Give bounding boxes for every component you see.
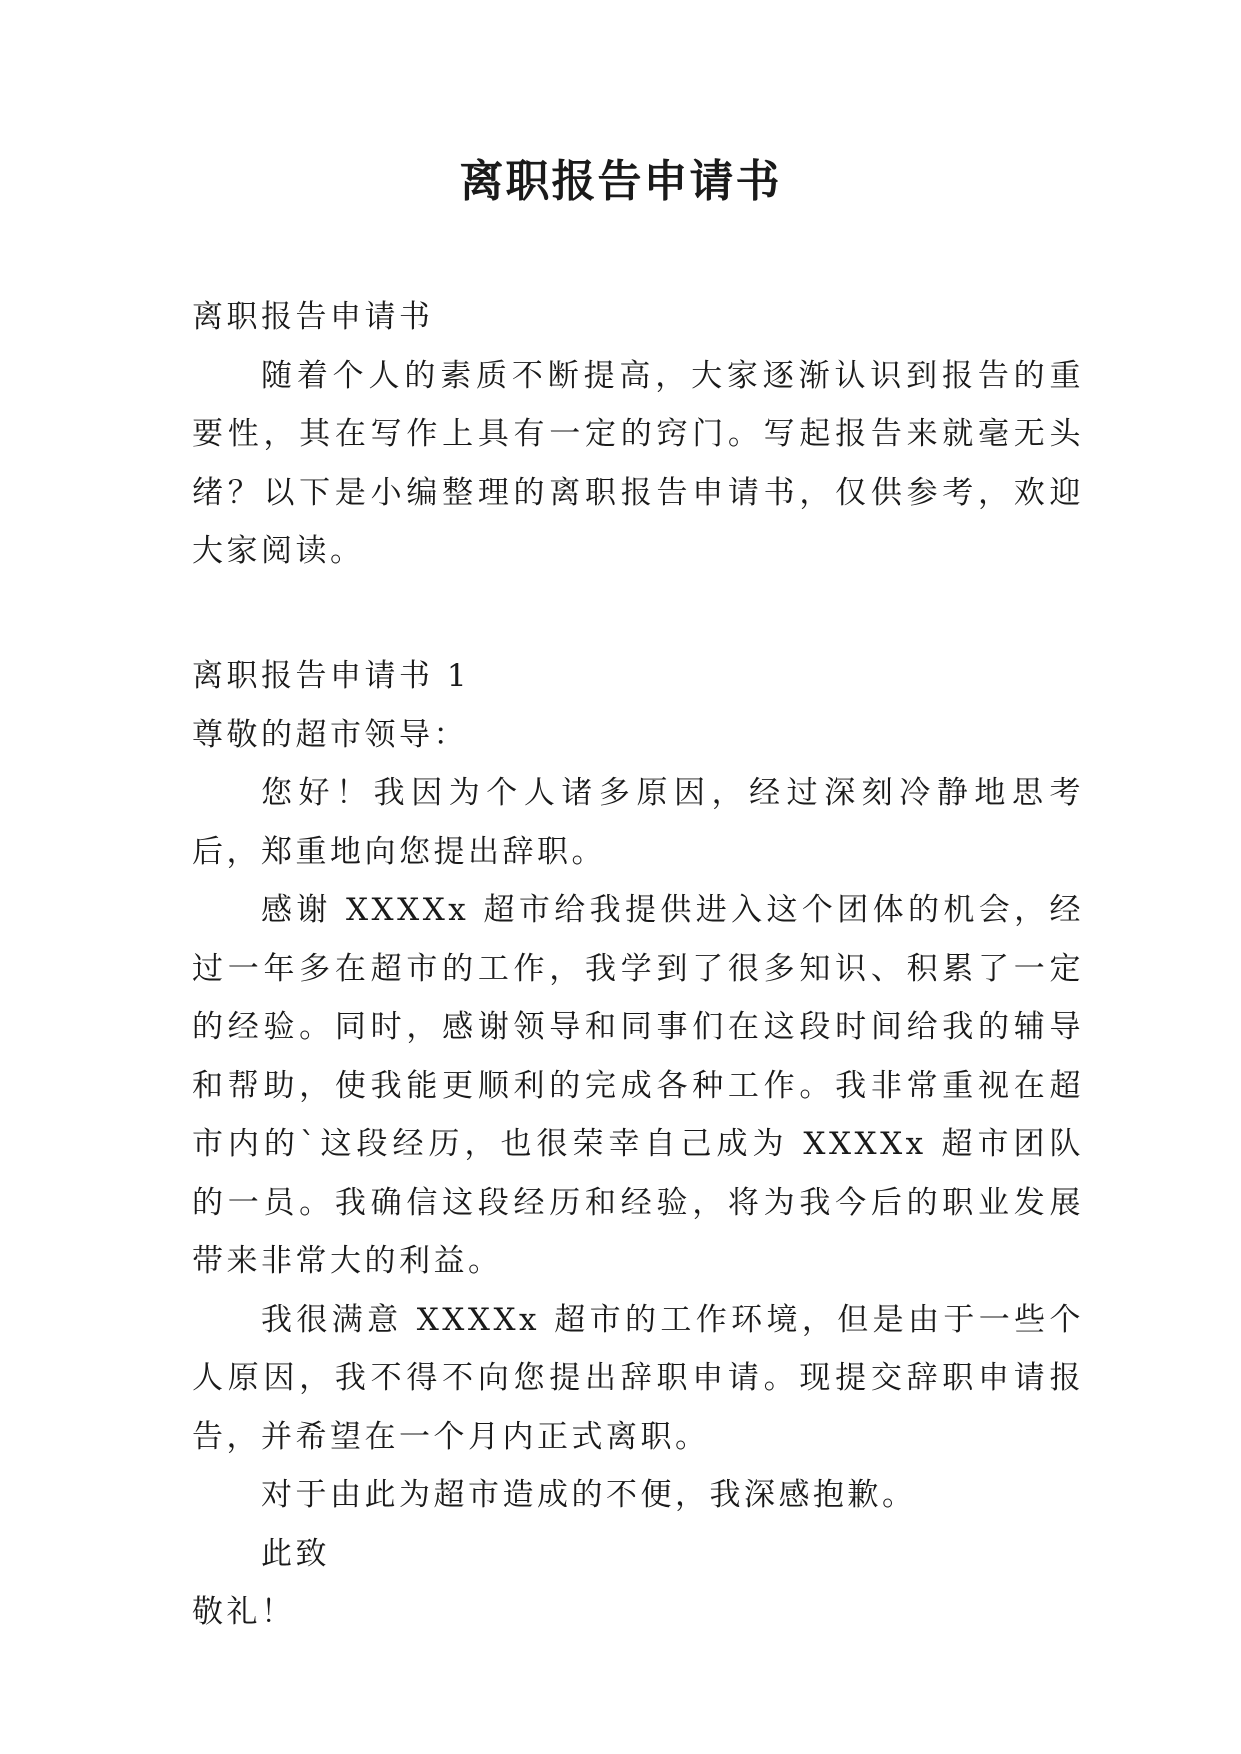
spacer [192,581,1084,640]
document-body [192,288,1084,1642]
spacer [192,639,1084,647]
body-paragraph: 对于由此为超市造成的不便，我深感抱歉。 [261,1477,917,1513]
regards-line: 敬礼！ [192,1594,296,1630]
body-paragraph: 感谢 XXXXx 超市给我提供进入这个团体的机会，经过一年多在超市的工作，我学到了很多知识、积累了一定的经验。同时，感谢领导和同事们在这段时间给我的辅导和帮助，使我能更顺利的完成各种工作。我非常重视在超市内的`这段经历，也很荣幸自己成为 XXXXx 超市团队的一员。我确信这段经历和经验，将为我今后的职业发展带来非常大的利益。 [192,892,1084,1279]
salutation: 尊敬的超市领导： [192,716,468,753]
document-subtitle: 离职报告申请书 [192,299,434,335]
document-title: 离职报告申请书 [459,156,782,207]
section-heading: 离职报告申请书 1 [192,658,471,694]
closing-line: 此致 [261,1535,330,1572]
body-paragraph: 我很满意 XXXXx 超市的工作环境，但是由于一些个人原因，我不得不向您提出辞职申请。现提交辞职申请报告，并希望在一个月内正式离职。 [192,1301,1084,1455]
body-paragraph: 您好！我因为个人诸多原因，经过深刻冷静地思考后，郑重地向您提出辞职。 [192,775,1084,870]
intro-paragraph: 随着个人的素质不断提高，大家逐渐认识到报告的重要性，其在写作上具有一定的窍门。写起报告来就毫无头绪？以下是小编整理的离职报告申请书，仅供参考，欢迎大家阅读。 [192,357,1084,569]
